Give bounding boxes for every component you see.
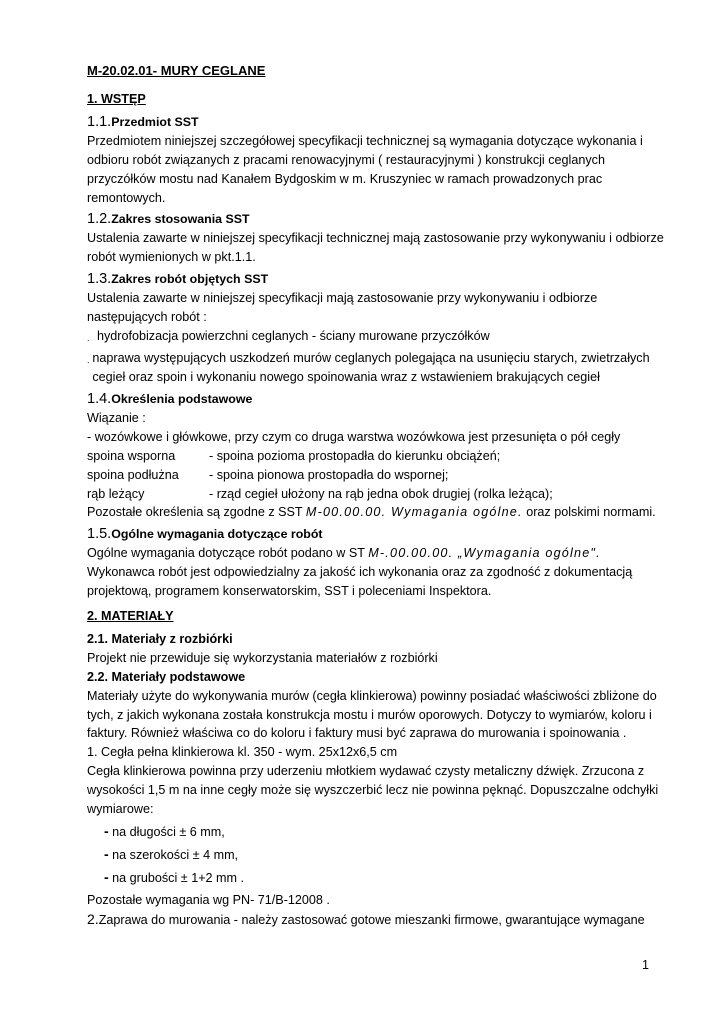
section-1-heading: 1. WSTĘP (87, 91, 146, 106)
item-number: 2. (87, 910, 99, 927)
section-number: 1.3. (87, 271, 112, 288)
list-item-text: hydrofobizacja powierzchni ceglanych - ściany murowane przyczółków (97, 329, 490, 344)
section-number: 1.1. (87, 113, 112, 130)
text-run: oraz polskimi normami. (522, 505, 656, 520)
section-title: Ogólne wymagania dotyczące robót (111, 527, 323, 542)
item-1: 1. Cegła pełna klinkierowa kl. 350 - wym. 25x12x6,5 cm (87, 745, 398, 760)
definition-text: - spoina pozioma prostopadła do kierunku obciążeń; (209, 448, 501, 463)
definition-term: spoina wsporna (87, 448, 176, 463)
item-2 (87, 910, 667, 930)
definition-text: - spoina pionowa prostopadła do wspornej; (209, 467, 449, 482)
section-2-2-heading: 2.2. Materiały podstawowe (87, 669, 246, 684)
document-title: M-20.02.01- MURY CEGLANE (87, 63, 266, 78)
list-item-text: na grubości ± 1+2 mm . (108, 870, 245, 885)
definition-text: - rząd cegieł ułożony na rąb jedna obok drugiej (rolka leżąca); (209, 486, 553, 501)
definition-term: rąb leżący (87, 486, 145, 501)
section-1-2-heading (87, 210, 667, 229)
section-number: 1.2. (87, 211, 112, 228)
bullet-mark: . (87, 333, 90, 344)
page-number: 1 (642, 958, 649, 972)
document-page (87, 58, 667, 930)
section-title: Zakres robót objętych SST (111, 272, 269, 287)
other-requirements: Pozostałe wymagania wg PN- 71/B-12008 . (87, 892, 330, 907)
section-2-1-heading: 2.1. Materiały z rozbiórki (87, 631, 233, 646)
section-1-5-text: Wykonawca robót jest odpowiedzialny za jakość ich wykonania oraz za zgodność z dokumentacją projektową, programem konserwatorskim, SST i poleceniami Inspektora. (87, 565, 633, 599)
item-1-text: Cegła klinkierowa powinna przy uderzeniu młotkiem wydawać czysty metaliczny dźwięk. Zrzucona z wysokości 1,5 m na inne cegły może się wyszczerbić lecz nie powinna pęknąć. Dopuszczalne odchyłki wymiarowe: (87, 764, 659, 817)
text-run: Ogólne wymagania dotyczące robót podano w ST (87, 546, 369, 561)
section-1-1-text: Przedmiotem niniejszej szczegółowej specyfikacji technicznej są wymagania dotyczące wykonania i odbioru robót związanych z pracami renowacyjnymi ( restauracyjnymi ) konstrukcji ceglanych przyczółków mostu nad Kanałem Bydgoskim w m. Kruszyniec w ramach prowadzonych prac remontowych. (87, 133, 643, 205)
section-title: Określenia podstawowe (111, 391, 253, 406)
list-item-text: na szerokości ± 4 mm, (108, 847, 239, 862)
section-number: 1.4. (87, 390, 112, 407)
definition-term: spoina podłużna (87, 467, 179, 482)
section-1-4-last (87, 503, 667, 522)
list-item-text: naprawa występujących uszkodzeń murów ceglanych polegająca na usunięciu starych, zwietrzałych cegieł oraz spoin i wykonaniu nowego spoinowania wraz z wstawieniem brakujących cegieł (92, 351, 650, 384)
item-2-text: Zaprawa do murowania - należy zastosować gotowe mieszanki firmowe, gwarantujące wymagane (98, 912, 645, 927)
definition-row (87, 466, 667, 485)
section-1-5-line1 (87, 544, 667, 563)
dash-mark: - (104, 868, 109, 885)
list-item (87, 349, 667, 387)
section-2-1-text: Projekt nie przewiduje się wykorzystania materiałów z rozbiórki (87, 650, 438, 665)
section-1-5-heading (87, 525, 667, 544)
section-1-4-line2: - wozówkowe i główkowe, przy czym co druga warstwa wozówkowa jest przesunięta o pół cegły (87, 429, 621, 444)
section-title: Przedmiot SST (111, 114, 199, 129)
list-item (87, 822, 667, 842)
section-1-4-line1: Wiązanie : (87, 410, 146, 425)
list-item (87, 327, 667, 349)
section-1-3-heading (87, 270, 667, 289)
bullet-mark: . (87, 355, 90, 366)
text-run: Pozostałe określenia są zgodne z SST (87, 505, 306, 520)
section-2-2-text: Materiały użyte do wykonywania murów (cegła klinkierowa) powinny posiadać właściwości zbliżone do tych, z jakich wykonana została konstrukcja mostu i murów oporowych. Dotyczy to wymiarów, koloru i faktury. Również właściwa co do koloru i faktury musi być zaprawa do murowania i spoinowania . (87, 688, 657, 741)
section-number: 1.5. (87, 526, 112, 543)
list-item (87, 868, 667, 888)
section-1-4-heading (87, 390, 667, 409)
list-item (87, 845, 667, 865)
spec-code: M-00.00.00. Wymagania ogólne. (305, 505, 523, 520)
definition-row (87, 485, 667, 504)
section-1-3-text: Ustalenia zawarte w niniejszej specyfikacji mają zastosowanie przy wykonywaniu i odbiorze następujących robót : (87, 291, 598, 325)
dash-mark: - (104, 845, 109, 862)
section-1-2-text: Ustalenia zawarte w niniejszej specyfikacji technicznej mają zastosowanie przy wykonywaniu i odbiorze robót wymienionych w pkt.1.1. (87, 231, 664, 265)
dash-mark: - (104, 823, 109, 839)
section-1-1-heading (87, 113, 667, 132)
spec-code: M-.00.00.00. „Wymagania ogólne". (368, 546, 601, 561)
section-title: Zakres stosowania SST (111, 212, 250, 227)
section-2-heading: 2. MATERIAŁY (87, 609, 174, 624)
list-item-text: na długości ± 6 mm, (108, 825, 225, 839)
definition-row (87, 447, 667, 466)
